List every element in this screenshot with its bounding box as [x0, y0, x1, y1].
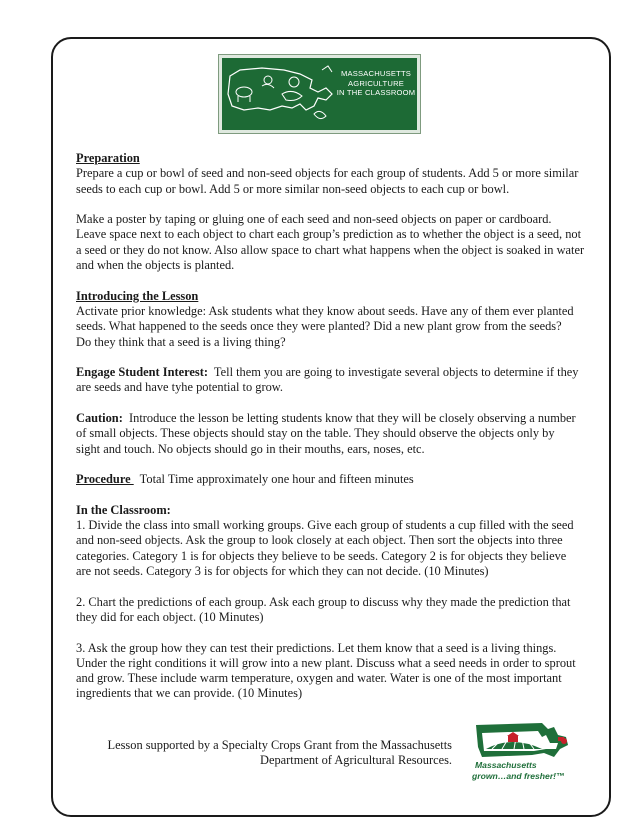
introducing-section [76, 289, 596, 350]
engage-section [76, 365, 596, 396]
engage-line: Tell them you are going to investigate several objects to determine if they [207, 365, 579, 380]
classroom-step1 [76, 503, 596, 579]
step1-line: and non-seed objects. Ask the group to look closely at each object. Then sort the objects into three [76, 533, 563, 548]
engage-label: Engage Student Interest: [76, 365, 208, 380]
step1-line: are not seeds. Category 3 is for objects for which they can not decide. (10 Minutes) [76, 564, 489, 579]
logo-line-1: MASSACHUSETTS [340, 69, 412, 78]
ag-in-classroom-logo [219, 55, 420, 133]
introducing-heading: Introducing the Lesson [76, 288, 199, 303]
procedure-section [76, 472, 596, 487]
grant-credit [96, 738, 452, 769]
logo-text-massachusetts: Massachusetts [475, 760, 537, 770]
step2-line: 2. Chart the predictions of each group. Ask each group to discuss why they made the prediction that [76, 594, 571, 609]
procedure-text: Total Time approximately one hour and fifteen minutes [133, 472, 414, 487]
lesson-body [76, 151, 596, 702]
caution-label: Caution: [76, 411, 123, 426]
grant-credit-line: Department of Agricultural Resources. [260, 753, 452, 768]
massachusetts-grown-logo [472, 719, 580, 791]
poster-line: a seed or they do not know. Also allow space to chart what happens when the object is soaked in water [76, 242, 585, 257]
step3-line: 3. Ask the group how they can test their predictions. Let them know that a seed is a living things. [76, 640, 557, 655]
procedure-label: Procedure [76, 472, 134, 487]
caution-line: of small objects. These objects should stay on the table. They should observe the objects only by [76, 426, 555, 441]
logo-line-2: AGRICULTURE [347, 78, 405, 88]
caution-line: Introduce the lesson be letting students know that they will be closely observing a number [122, 411, 576, 426]
step2-line: they did for each object. (10 Minutes) [76, 609, 264, 624]
poster-section [76, 212, 596, 273]
step1-line: categories. Category 1 is for objects they believe to be seeds. Category 2 is for objects they believe [76, 548, 567, 563]
poster-line: Make a poster by taping or gluing one of each seed and non-seed objects on paper or cardboard. [76, 212, 552, 227]
preparation-line: Prepare a cup or bowl of seed and non-seed objects for each group of students. Add 5 or more similar [76, 166, 579, 181]
step3-line: ingredients that we can provide. (10 Minutes) [76, 686, 303, 701]
logo-line-3: IN THE CLASSROOM [336, 88, 416, 97]
preparation-heading: Preparation [76, 151, 140, 165]
introducing-line: seeds. What happened to the seeds once they were planted? Did a new plant grow from the seeds? [76, 319, 562, 334]
step1-line: 1. Divide the class into small working groups. Give each group of students a cup filled with the seed [76, 518, 574, 533]
poster-line: Leave space next to each object to chart each group’s prediction as to whether the object is a seed, not [76, 227, 582, 242]
classroom-heading: In the Classroom: [76, 502, 171, 517]
logo-text-tagline: grown…and fresher!™ [472, 771, 565, 781]
farm-state-icon [472, 719, 580, 761]
poster-line: and when the objects is planted. [76, 258, 235, 273]
classroom-step3 [76, 641, 596, 702]
step3-line: Under the right conditions it will grow into a new plant. Discuss what a seed needs in order to sprout [76, 655, 576, 670]
grant-credit-line: Lesson supported by a Specialty Crops Grant from the Massachusetts [107, 738, 452, 752]
caution-section [76, 411, 596, 457]
preparation-section [76, 151, 596, 197]
introducing-line: Do they think that a seed is a living thing? [76, 334, 286, 349]
logo-wordmark [334, 69, 418, 98]
engage-line: are seeds and have tyhe potential to grow. [76, 380, 284, 395]
introducing-line: Activate prior knowledge: Ask students what they know about seeds. Have any of them ever planted [76, 303, 574, 318]
preparation-line: seeds to each cup or bowl. Add 5 or more similar non-seed objects to each cup or bowl. [76, 181, 510, 196]
caution-line: sight and touch. No objects should go in their mouths, ears, noses, etc. [76, 441, 425, 456]
step3-line: and grow. These include warm temperature, oxygen and water. Water is one of the most important [76, 671, 562, 686]
classroom-step2 [76, 595, 596, 626]
